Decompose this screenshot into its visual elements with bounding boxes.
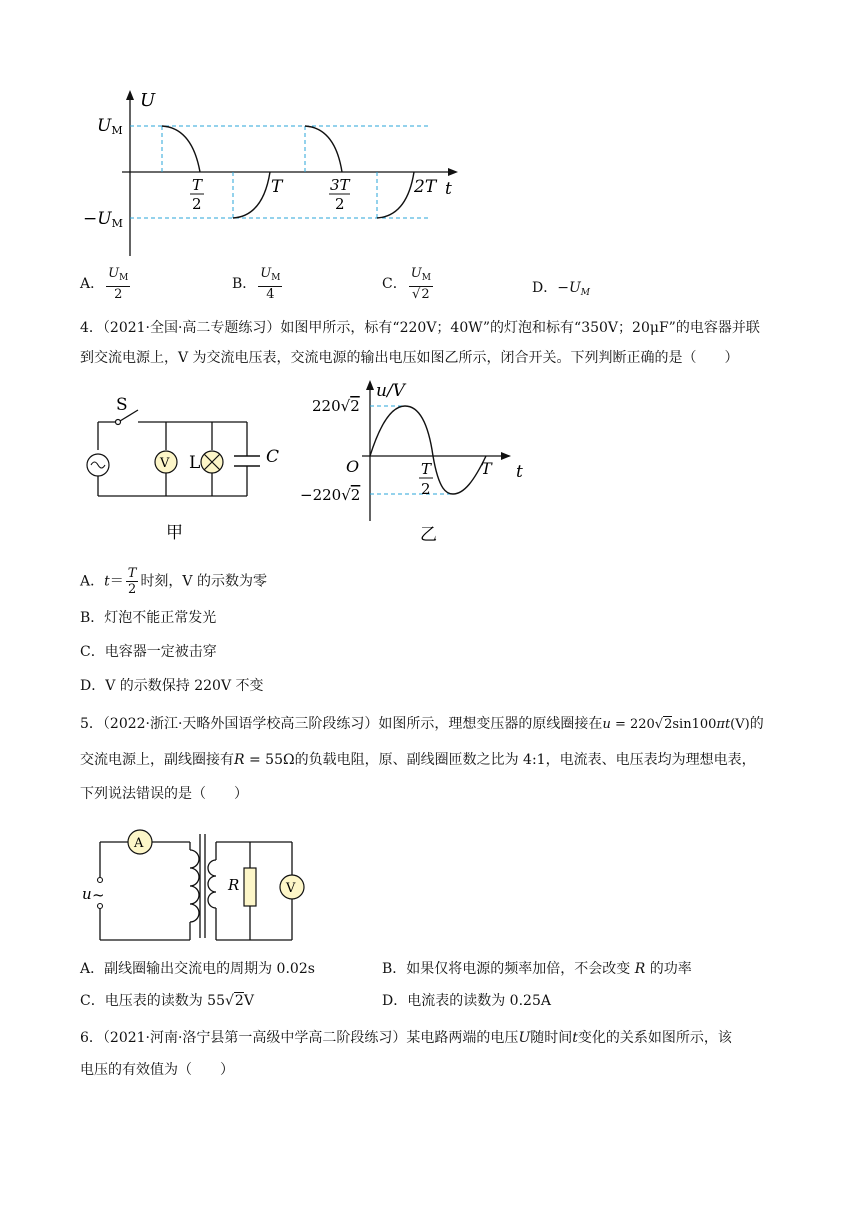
q5-source-tilde: ~: [92, 886, 105, 904]
q5-option-d[interactable]: D．电流表的读数为 0.25A: [382, 993, 551, 1009]
q5-secondary-coil: [208, 860, 216, 908]
q4-lamp-label: L: [189, 453, 201, 473]
q4-peak-label: 220√2: [312, 397, 360, 415]
q3-um-label: UM: [97, 116, 123, 137]
q4-tick-t: T: [481, 459, 492, 478]
q5-option-c[interactable]: C．电压表的读数为 55√2V: [80, 993, 254, 1009]
q5-source-label: u: [82, 885, 92, 903]
q5-option-a[interactable]: A．副线圈输出交流电的周期为 0.02s: [80, 961, 315, 977]
q4-y-axis-label: u/V: [376, 381, 405, 401]
q3-option-b[interactable]: B． $\frac{U_M}{4}$: [232, 266, 281, 302]
q4-option-b[interactable]: B．灯泡不能正常发光: [80, 610, 217, 626]
q4-neg-peak-label: −220√2: [300, 486, 361, 504]
q4-graph-caption: 乙: [420, 525, 437, 545]
q5-stem-line3: 下列说法错误的是（ ）: [80, 786, 248, 802]
svg-text:V: V: [286, 881, 296, 896]
q4-option-a[interactable]: A．t＝ $\frac{T}{2}$ 时刻，V 的示数为零: [80, 566, 267, 597]
q3-tick-2t: 2T: [414, 177, 437, 197]
q3-tick-half-den: 2: [192, 195, 202, 213]
q4-option-c[interactable]: C．电容器一定被击穿: [80, 644, 217, 660]
q6-stem-line2: 电压的有效值为（ ）: [80, 1062, 234, 1078]
q4-circuit-caption: 甲: [166, 523, 183, 543]
q3-waveform-graph: [80, 86, 470, 262]
q4-stem-line2: 到交流电源上，V 为交流电压表，交流电源的输出电压如图乙所示，闭合开关。下列判断正确的是（ ）: [80, 350, 739, 366]
q4-stem-line1: 4．（2021·全国·高二专题练习）如图甲所示，标有“220V；40W”的灯泡和标有“350V；20μF”的电容器并联: [80, 320, 760, 336]
q4-circuit-diagram: [82, 390, 292, 546]
q3-tick-t: T: [271, 177, 283, 197]
q4-option-d[interactable]: D．V 的示数保持 220V 不变: [80, 678, 264, 694]
svg-text:A: A: [134, 836, 144, 851]
q5-primary-coil: [190, 850, 199, 922]
q5-option-b[interactable]: B．如果仅将电源的频率加倍，不会改变 R 的功率: [382, 961, 692, 977]
q4-x-axis-label: t: [516, 462, 523, 482]
q4-switch-label: S: [116, 395, 128, 415]
q5-transformer-circuit: [80, 820, 310, 944]
q4-sine-graph: [300, 376, 540, 548]
q5-resistor-label: R: [228, 876, 240, 894]
q3-option-c[interactable]: C． $\frac{U_M}{√2}$: [382, 266, 431, 302]
svg-text:V: V: [160, 456, 170, 471]
q3-tick-3half-den: 2: [335, 195, 345, 213]
q3-option-a[interactable]: A． $\frac{U_M}{2}$: [80, 266, 129, 302]
q4-capacitor-label: C: [266, 447, 280, 467]
q3-tick-3half-num: 3T: [330, 176, 350, 194]
q6-stem-line1: 6．（2021·河南·洛宁县第一高级中学高二阶段练习）某电路两端的电压U随时间t变化的关系如图所示，该: [80, 1030, 732, 1046]
q5-stem-line1: 5．（2022·浙江·天略外国语学校高三阶段练习）如图所示，理想变压器的原线圈接在u = 220√2sin100πt(V)的: [80, 716, 764, 732]
q3-x-axis-label: t: [445, 179, 452, 199]
q3-y-axis-label: U: [140, 90, 156, 111]
q3-tick-half-num: T: [192, 176, 203, 194]
q4-tick-half-den: 2: [421, 480, 431, 498]
q4-tick-half-num: T: [421, 460, 432, 478]
q3-option-d[interactable]: D．$-U_M$: [532, 280, 590, 298]
q5-resistor: [244, 868, 256, 906]
q5-stem-line2: 交流电源上，副线圈接有R = 55Ω的负载电阻，原、副线圈匝数之比为 4:1，电流表、电压表均为理想电表，: [80, 752, 756, 768]
q3-neg-um-label: −UM: [83, 209, 123, 230]
q4-origin-label: O: [346, 457, 360, 476]
